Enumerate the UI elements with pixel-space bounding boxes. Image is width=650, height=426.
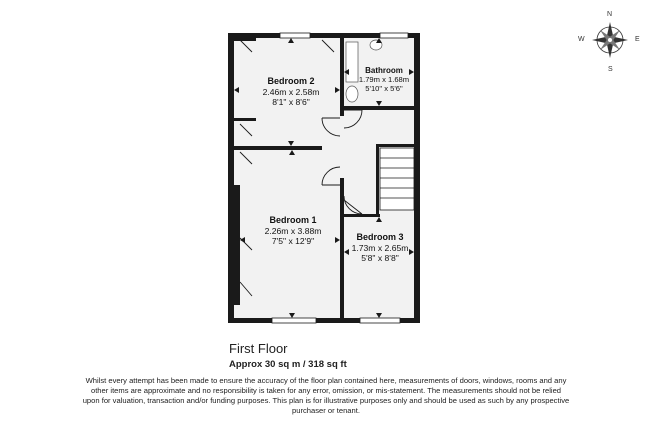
- room-name: Bedroom 3: [356, 232, 404, 242]
- room-metric: 1.79m x 1.68m: [358, 75, 410, 84]
- room-label-bathroom: [352, 66, 416, 93]
- room-imperial: 5'10" x 5'6": [365, 84, 403, 93]
- compass-west: W: [578, 36, 585, 43]
- room-label-bedroom-2: [248, 76, 334, 108]
- room-name: Bedroom 1: [269, 215, 317, 225]
- room-label-bedroom-1: [250, 215, 336, 247]
- compass-south: S: [608, 66, 613, 73]
- room-imperial: 5'8" x 8'8": [361, 253, 399, 263]
- room-imperial: 7'5" x 12'9": [271, 236, 315, 246]
- room-label-bedroom-3: [344, 232, 416, 264]
- disclaimer-text: Whilst every attempt has been made to ensure the accuracy of the floor plan contained here, measurements of doors, windows, rooms and any other items are approximate and no responsibility is taken for any error, omission, or mis-statement. The measurements should not be relied upon for valuation, transaction and/or funding purposes. This plan is for illustrative purposes only and should be used as such by any prospective purchaser or tenant.: [82, 376, 570, 415]
- compass-east: E: [635, 36, 640, 43]
- staircase: [380, 148, 414, 210]
- room-imperial: 8'1" x 8'6": [272, 97, 310, 107]
- room-metric: 1.73m x 2.65m: [351, 242, 409, 253]
- room-metric: 2.26m x 3.88m: [264, 225, 322, 236]
- floor-area: Approx 30 sq m / 318 sq ft: [229, 359, 347, 370]
- room-name: Bedroom 2: [267, 76, 315, 86]
- room-metric: 2.46m x 2.58m: [262, 86, 320, 97]
- compass-rose-icon: [592, 22, 628, 58]
- compass-north: N: [607, 11, 613, 18]
- room-name: Bathroom: [365, 66, 403, 75]
- floor-title: First Floor: [229, 341, 288, 356]
